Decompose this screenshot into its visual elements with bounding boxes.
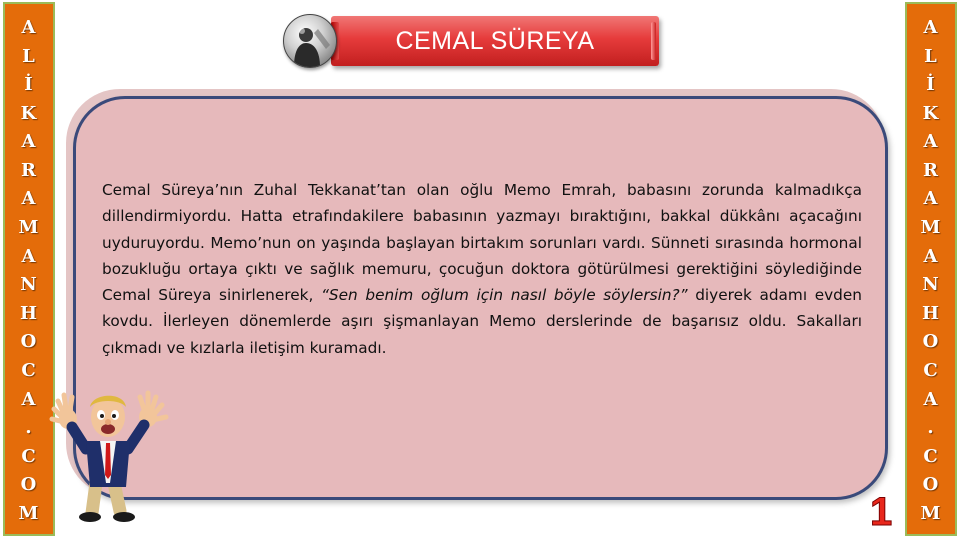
banner-letter: C [923,359,939,381]
banner-letter: K [20,102,38,124]
banner-letter: C [923,445,939,467]
waving-cartoon-man-icon [48,383,173,528]
portrait-photo-icon [283,14,337,68]
banner-letter: H [921,302,940,324]
banner-letter: H [19,302,38,324]
body-text-part2: diyerek adamı evden kovdu. İlerleyen dönemlerde aşırı şişmanlayan Memo derslerinde de başarısız oldu. Sakalları çıkmadı ve kızlarla iletişim kuramadı. [102,286,862,357]
page-title: CEMAL SÜREYA [395,26,595,55]
banner-letter: A [923,188,939,210]
banner-letter: O [922,474,940,496]
banner-letter: A [21,188,37,210]
banner-letter: A [21,131,37,153]
side-banner-right [905,2,957,536]
body-text-part1: Cemal Süreya’nın Zuhal Tekkanat’tan olan oğlu Memo Emrah, babasını zorunda kalmadıkça dillendirmiyordu. Hatta etrafındakilere babasının yazmayı bıraktığını, bakkal dükkânı açacağını uyduruyordu. Memo’nun on yaşında başlayan birtakım sorunları vardı. Sünneti sırasında hormonal bozukluğu ortaya çıktı ve sağlık memuru, çocuğun doktora götürülmesi gerektiğini söylediğinde Cemal Süreya sinirlenerek, [102,181,862,305]
banner-letter: İ [926,74,936,96]
banner-letter: M [18,217,40,239]
banner-letter: M [920,502,942,524]
banner-letter: C [21,445,37,467]
banner-letter: L [924,45,938,67]
title-banner [283,14,661,70]
banner-letter: N [922,274,940,296]
banner-letter: L [22,45,36,67]
banner-letter: R [21,159,37,181]
title-box [331,16,659,66]
banner-letter: N [20,274,38,296]
banner-letter: A [923,388,939,410]
banner-letter: O [922,331,940,353]
banner-letter: A [21,388,37,410]
banner-letter: O [20,474,38,496]
banner-letter: A [21,17,37,38]
banner-letter: K [922,102,940,124]
banner-letter: A [923,17,939,38]
banner-letter: A [923,245,939,267]
banner-letter: İ [24,74,34,96]
banner-letter: . [25,417,33,439]
banner-letter: M [18,502,40,524]
banner-letter: A [21,245,37,267]
banner-letter: A [923,131,939,153]
body-quote: “Sen benim oğlum için nasıl böyle söylersin?” [321,286,688,305]
banner-letter: R [923,159,939,181]
banner-letter: O [20,331,38,353]
page-number: 1 [870,490,893,534]
banner-letter: M [920,217,942,239]
banner-letter: . [927,417,935,439]
body-paragraph [102,177,862,361]
banner-letter: C [21,359,37,381]
